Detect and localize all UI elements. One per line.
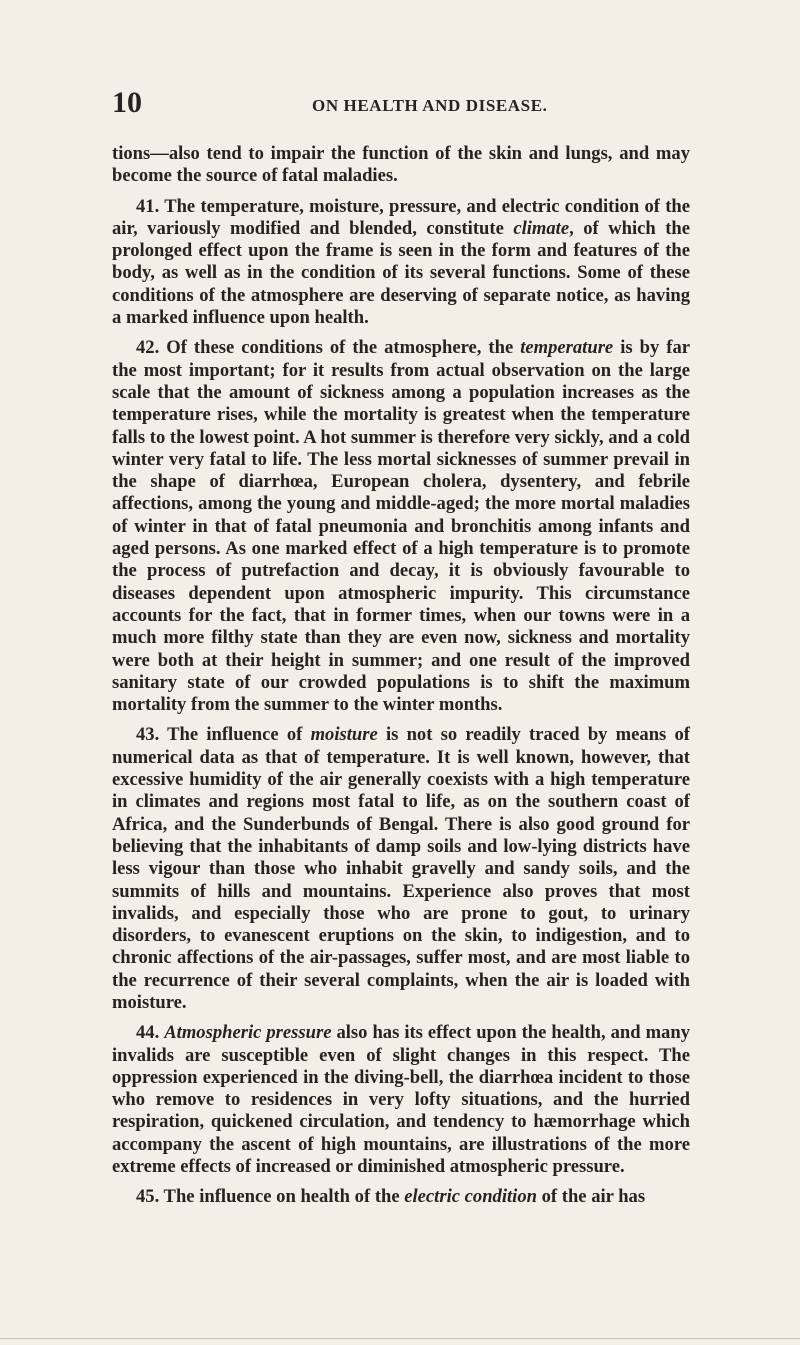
term-electric-condition: electric condition — [404, 1186, 537, 1208]
page-number: 10 — [112, 86, 142, 119]
term-temperature: temperature — [520, 337, 614, 359]
paragraph-45: 45. The influence on health of the electric condition of the air has — [136, 1186, 646, 1208]
page-header — [112, 88, 692, 122]
paragraph-44: 44. Atmospheric pressure also has its effect upon the health, and many invalids are susceptible even of slight changes in this respect. The oppression experienced in the diving-bell, the diarrhœa incident to those who remove to residences in very lofty situations, and the hurried respiration, quickened circulation, and tendency to hæmorrhage which accompany the ascent of high mountains, are illustrations of the more extreme effects of increased or diminished atmospheric pressure. — [112, 1022, 690, 1178]
page-bottom-edge — [0, 1338, 800, 1339]
term-climate: climate — [513, 217, 570, 239]
paragraph-42: 42. Of these conditions of the atmosphere, the temperature is by far the most important; for it results from actual observation on the large scale that the amount of sickness among a population increases as the temperature rises, while the mortality is greatest when the temperature falls to the lowest point. A hot summer is therefore very sickly, and a cold winter very fatal to life. The less mortal sicknesses of summer prevail in the shape of diarrhœa, European cholera, dysentery, and febrile affections, among the young and middle-aged; the more mortal maladies of winter in that of fatal pneumonia and bronchitis among infants and aged persons. As one marked effect of a high temperature is to promote the process of putrefaction and decay, it is obviously favourable to diseases dependent upon atmospheric impurity. This circumstance accounts for the fact, that in former times, when our towns were in a much more filthy state than they are even now, sickness and mortality were both at their height in summer; and one result of the improved sanitary state of our crowded populations is to shift the maximum mortality from the summer to the winter months. — [112, 337, 691, 716]
term-atmospheric-pressure: Atmospheric pressure — [164, 1022, 332, 1044]
paragraph-43: 43. The influence of moisture is not so readily traced by means of numerical data as that of temperature. It is well known, however, that excessive humidity of the air generally coexists with a high temperature in climates and regions most fatal to life, as on the southern coast of Africa, and the Sunderbunds of Bengal. There is also good ground for believing that the inhabitants of damp soils and low-lying districts have less vigour than those who inhabit gravelly and sandy soils, and the summits of hills and mountains. Experience also proves that most invalids, and especially those who are prone to gout, to urinary disorders, to evanescent eruptions on the skin, to indigestion, and to chronic affections of the air-passages, suffer most, and are most liable to the recurrence of their several complaints, when the air is loaded with moisture. — [112, 724, 690, 1013]
body-text — [112, 143, 690, 1209]
term-moisture: moisture — [310, 724, 378, 746]
paragraph-continuation: tions—also tend to impair the function of the skin and lungs, and may become the source of fatal maladies. — [112, 143, 690, 187]
running-head: ON HEALTH AND DISEASE. — [312, 96, 548, 115]
paragraph-41: 41. The temperature, moisture, pressure, and electric condition of the air, variously modified and blended, constitute climate, of which the prolonged effect upon the frame is seen in the form and features of the body, as well as in the condition of its several functions. Some of these conditions of the atmosphere are deserving of separate notice, as having a marked influence upon health. — [112, 195, 690, 329]
